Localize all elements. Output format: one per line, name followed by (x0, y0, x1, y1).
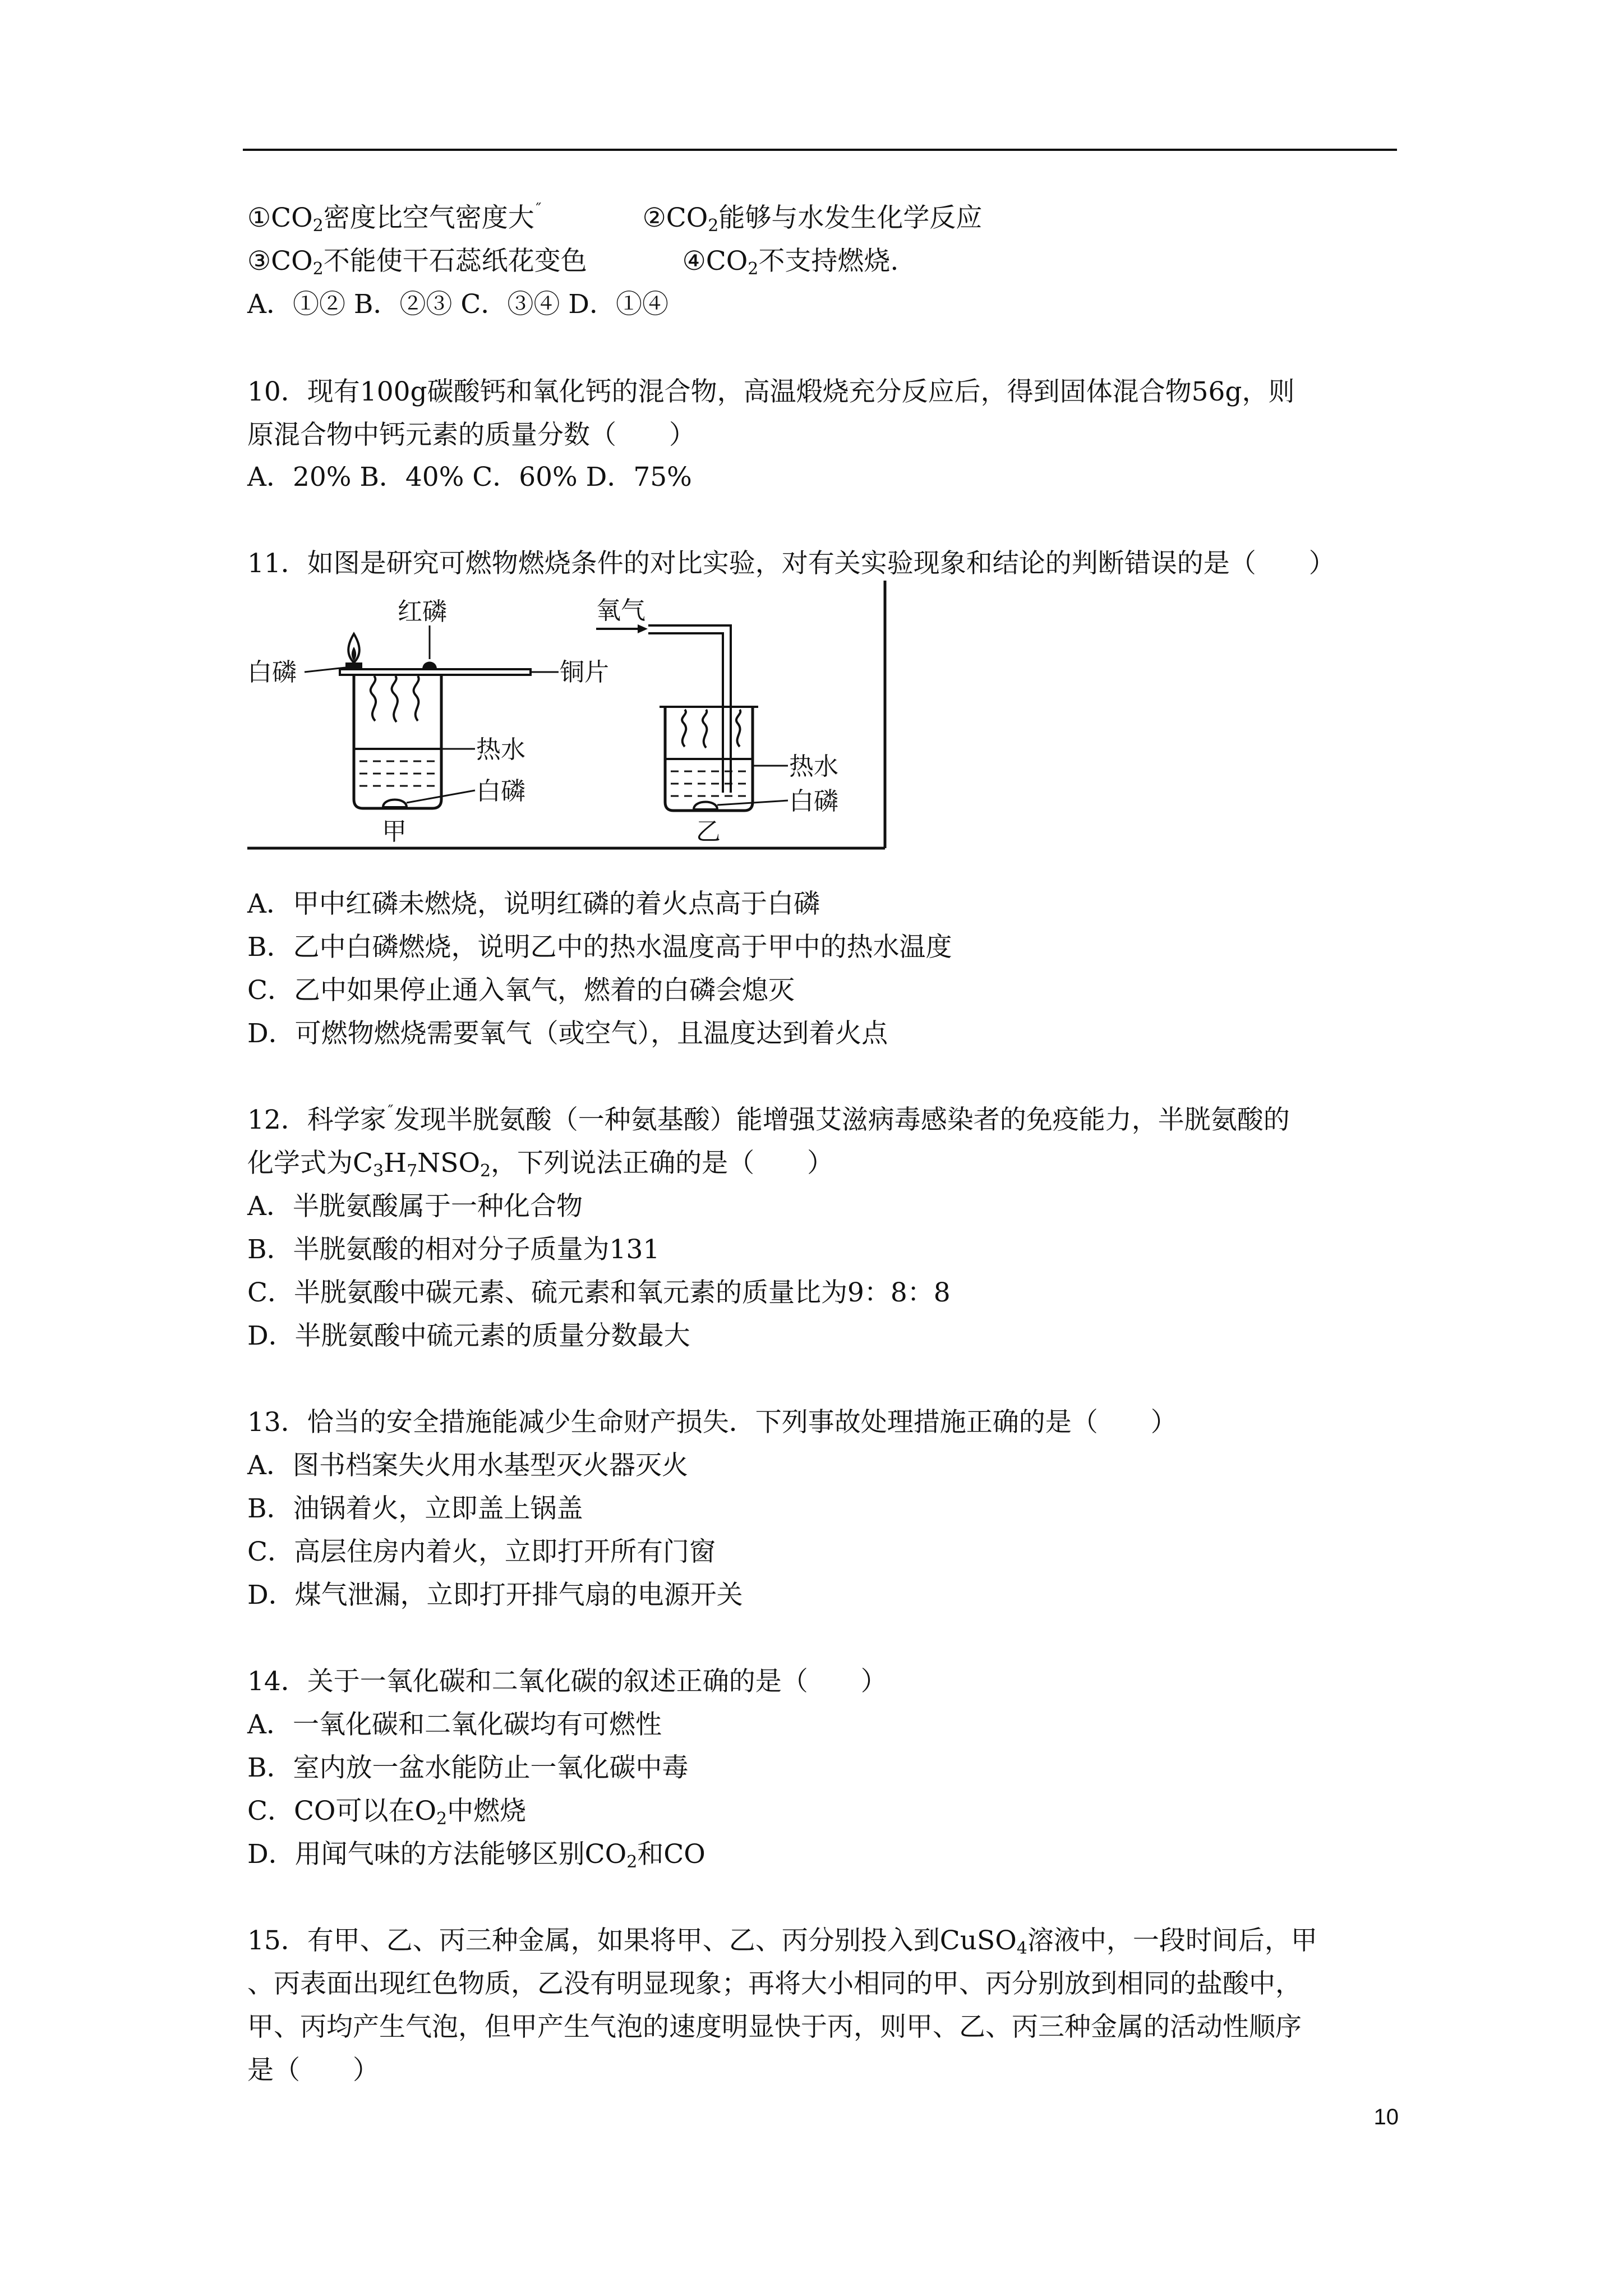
q11-option-c: C．乙中如果停止通入氧气，燃着的白磷会熄灭 (247, 975, 795, 1006)
q12-stem-line2: 化学式为$C_3H_7NSO_2$，下列说法正确的是（ ） (247, 1148, 834, 1181)
q11-option-b: B．乙中白磷燃烧，说明乙中的热水温度高于甲中的热水温度 (247, 932, 952, 963)
label-red-phosphorus: 红磷 (398, 597, 447, 626)
q12-option-c: C．半胱氨酸中碳元素、硫元素和氧元素的质量比为9：8：8 (247, 1277, 951, 1308)
q14-option-b: B．室内放一盆水能防止一氧化碳中毒 (247, 1752, 689, 1783)
q12-option-b: B．半胱氨酸的相对分子质量为131 (247, 1234, 660, 1265)
q14-option-c: C．CO可以在$O_2$中燃烧 (247, 1796, 527, 1829)
q11-option-a: A．甲中红磷未燃烧，说明红磷的着火点高于白磷 (247, 889, 820, 919)
stray-mark: ˝ (534, 201, 542, 218)
q12-option-a: A．半胱氨酸属于一种化合物 (247, 1191, 583, 1222)
q14-option-d: D．用闻气味的方法能够区别$CO_2$和CO (247, 1839, 706, 1872)
label-hot-water-a: 热水 (476, 735, 525, 764)
q11-option-d: D．可燃物燃烧需要氧气（或空气），且温度达到着火点 (247, 1018, 888, 1049)
q15-stem-line1: 15．有甲、乙、丙三种金属，如果将甲、乙、丙分别投入到CuSO$_4$溶液中，一段时间后，甲 (247, 1925, 1317, 1958)
q9-s1: ①CO (247, 203, 313, 233)
red-phosphorus (422, 662, 437, 670)
q9-s2: ②CO (642, 203, 708, 233)
label-copper-plate: 铜片 (560, 658, 609, 687)
label-hot-water-b: 热水 (789, 752, 838, 781)
copper-plate (340, 669, 531, 675)
q13-option-a: A．图书档案失火用水基型灭火器灭火 (247, 1450, 688, 1481)
label-yi: 乙 (696, 817, 721, 846)
q15-stem-line3: 甲、丙均产生气泡，但甲产生气泡的速度明显快于丙，则甲、乙、丙三种金属的活动性顺序 (247, 2012, 1302, 2042)
page-number: 10 (1373, 2105, 1399, 2129)
white-phosphorus-in-water-b (694, 802, 717, 810)
arrow-right-icon (638, 624, 648, 633)
q14-stem: 14．关于一氧化碳和二氧化碳的叙述正确的是（ ） (247, 1666, 887, 1697)
label-jia: 甲 (382, 817, 407, 846)
white-phosphorus-in-water-a (383, 800, 407, 808)
q9-statements-row1: $①CO_2$密度比空气密度大˝ $②CO_2$能够与水发生化学反应 (247, 201, 983, 236)
q13-option-c: C．高层住房内着火，立即打开所有门窗 (247, 1536, 716, 1567)
oxygen-tube (648, 625, 731, 793)
q12-stem-line1: 12．科学家˝发现半胱氨酸（一种氨基酸）能增强艾滋病毒感染者的免疫能力，半胱氨酸的 (247, 1103, 1290, 1135)
q15-stem-line2: 、丙表面出现红色物质，乙没有明显现象；再将大小相同的甲、丙分别放到相同的盐酸中， (247, 1968, 1302, 1999)
q9-s4: ④CO (682, 246, 748, 277)
beaker-a (247, 597, 609, 846)
label-white-phosphorus-b: 白磷 (789, 787, 838, 816)
label-oxygen: 氧气 (596, 596, 645, 625)
label-white-phosphorus-a: 白磷 (476, 777, 525, 806)
q13-option-d: D．煤气泄漏，立即打开排气扇的电源开关 (247, 1580, 743, 1611)
q15-stem-line4: 是（ ） (247, 2055, 379, 2086)
q10-options: A．20% B．40% C．60% D．75% (247, 462, 692, 493)
q11-stem: 11．如图是研究可燃物燃烧条件的对比实验，对有关实验现象和结论的判断错误的是（ ） (247, 548, 1335, 579)
q9-options: A．①② B．②③ C．③④ D．①④ (247, 289, 668, 320)
stray-mark: ˝ (386, 1103, 394, 1120)
header-rule (243, 149, 1397, 151)
q13-stem: 13．恰当的安全措施能减少生命财产损失．下列事故处理措施正确的是（ ） (247, 1407, 1177, 1438)
q10-stem-line2: 原混合物中钙元素的质量分数（ ） (247, 420, 695, 450)
combustion-experiment-figure (247, 581, 887, 851)
label-white-phosphorus-top: 白磷 (247, 658, 297, 687)
q10-stem-line1: 10．现有100g碳酸钙和氧化钙的混合物，高温煅烧充分反应后，得到固体混合物56g，则 (247, 376, 1295, 407)
beaker-b (596, 596, 838, 846)
q14-option-a: A．一氧化碳和二氧化碳均有可燃性 (247, 1709, 662, 1740)
q9-s3: ③CO (247, 246, 313, 277)
q12-option-d: D．半胱氨酸中硫元素的质量分数最大 (247, 1320, 690, 1351)
q9-statements-row2: $③CO_2$不能使干石蕊纸花变色 $④CO_2$不支持燃烧. (247, 246, 899, 279)
q13-option-b: B．油锅着火，立即盖上锅盖 (247, 1493, 583, 1524)
